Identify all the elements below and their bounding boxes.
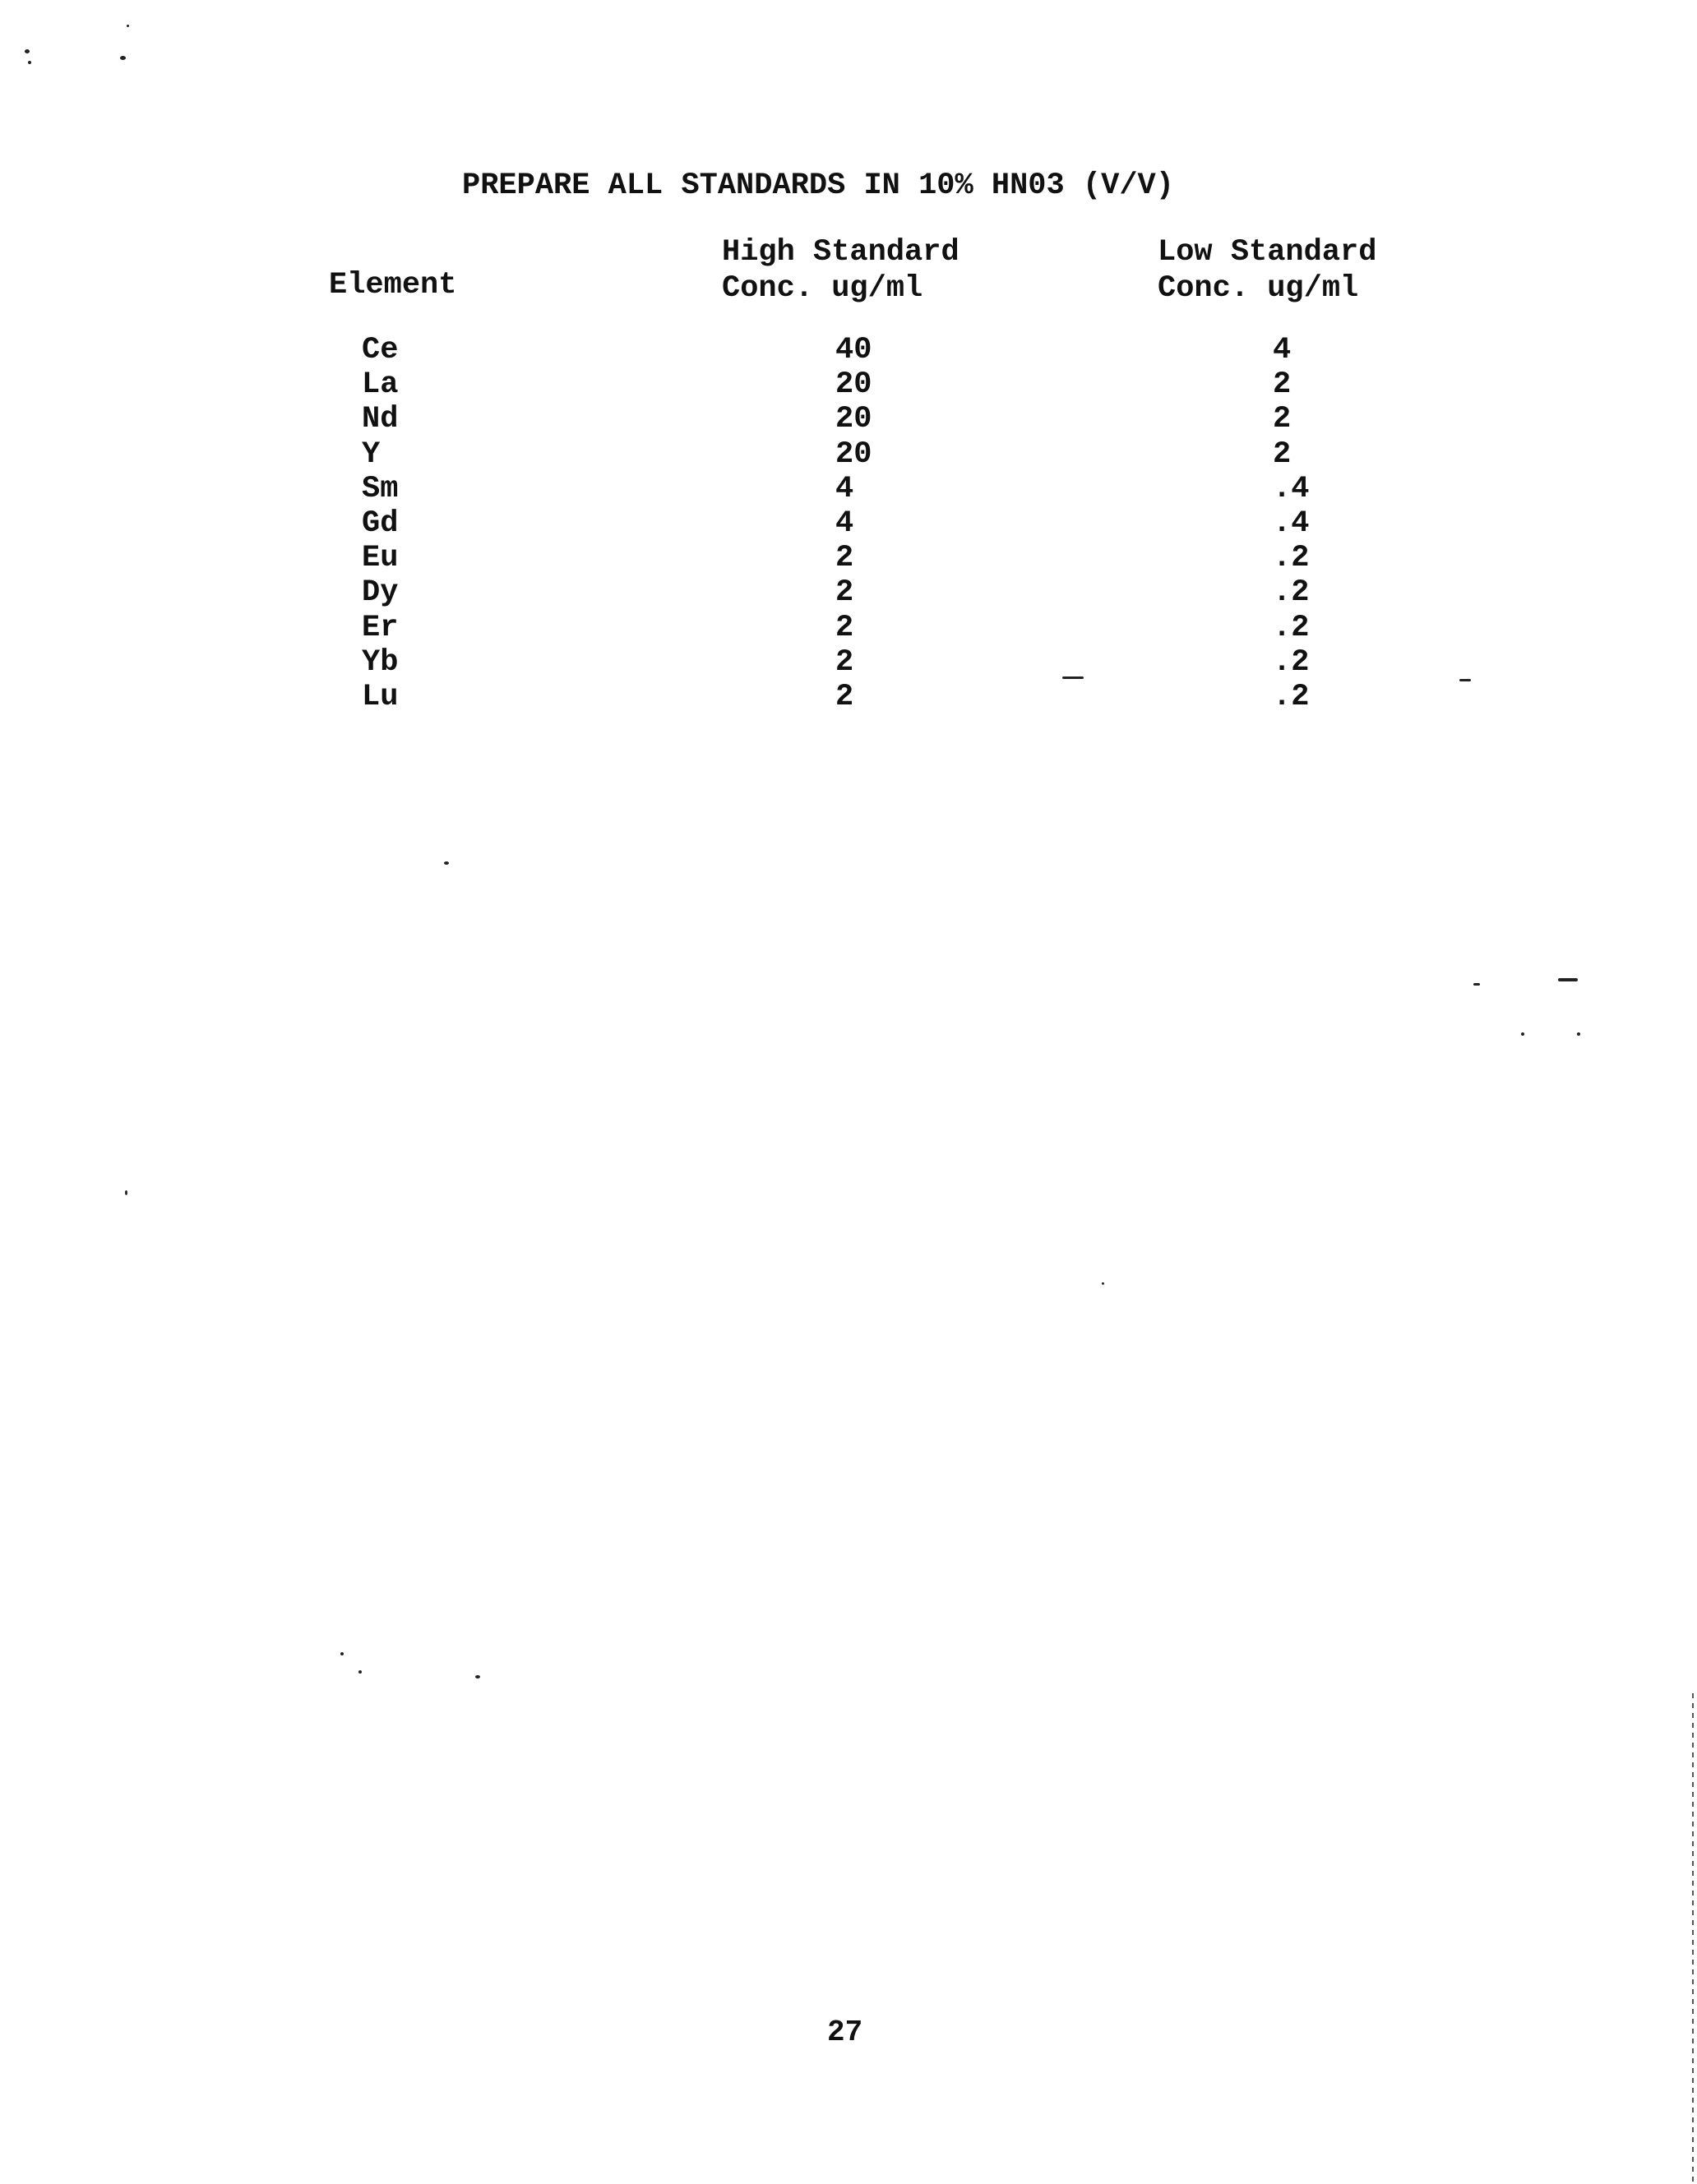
element-cell: Y [362,436,381,472]
table-row [0,367,1697,402]
high-conc-cell: 20 [835,367,872,403]
high-conc-cell: 2 [835,541,854,576]
low-conc-cell: .2 [1273,575,1310,611]
scan-speck [340,1652,344,1655]
element-cell: Er [362,610,399,645]
scan-speck [444,861,449,865]
low-conc-cell: .2 [1273,541,1310,576]
scan-speck [25,49,30,53]
element-cell: Ce [362,333,399,367]
table-row [0,611,1697,645]
scan-speck [1577,1032,1580,1036]
table-row [0,645,1697,680]
high-conc-cell: 2 [835,679,854,714]
element-cell: Yb [362,644,399,680]
high-conc-cell: 4 [835,506,854,541]
low-conc-cell: 2 [1273,402,1292,437]
low-conc-cell: .4 [1273,471,1310,506]
element-cell: Nd [362,402,399,437]
table-row [0,402,1697,436]
scan-speck [120,56,126,60]
high-conc-cell: 2 [835,610,854,645]
low-conc-cell: .2 [1273,644,1310,680]
high-conc-cell: 40 [835,333,872,367]
table-row [0,541,1697,575]
element-cell: Dy [362,575,399,611]
page-number: 27 [827,2015,863,2049]
high-conc-cell: 4 [835,471,854,506]
low-conc-cell: 4 [1273,333,1292,367]
high-conc-cell: 2 [835,575,854,611]
scan-speck [1558,978,1578,981]
scan-speck [127,25,129,27]
header-high-line2: Conc. ug/ml [722,271,923,306]
high-conc-cell: 20 [835,402,872,437]
low-conc-cell: .4 [1273,506,1310,541]
table-row [0,437,1697,472]
header-low-standard [1158,234,1376,307]
header-low-line2: Conc. ug/ml [1158,271,1359,306]
scan-edge [1692,1693,1694,2184]
scan-speck [1459,679,1471,681]
low-conc-cell: .2 [1273,679,1310,714]
standards-table [0,333,1697,714]
scan-speck [1102,1282,1104,1285]
element-cell: Eu [362,541,399,576]
header-low-line1: Low Standard [1158,235,1377,270]
scan-speck [1521,1032,1524,1036]
table-row [0,680,1697,714]
table-row [0,506,1697,541]
element-cell: Sm [362,471,399,506]
table-row [0,575,1697,610]
low-conc-cell: .2 [1273,610,1310,645]
scan-speck [475,1675,480,1678]
table-row [0,472,1697,506]
low-conc-cell: 2 [1273,367,1292,403]
header-high-line1: High Standard [722,235,959,270]
scan-speck [358,1670,362,1674]
element-cell: La [362,367,399,403]
scan-speck [1062,676,1084,679]
scan-speck [1473,983,1480,986]
scan-speck [125,1190,127,1195]
element-cell: Gd [362,506,399,541]
table-row [0,333,1697,367]
low-conc-cell: 2 [1273,436,1292,472]
element-cell: Lu [362,679,399,714]
scan-speck [28,61,31,64]
high-conc-cell: 2 [835,644,854,680]
high-conc-cell: 20 [835,436,872,472]
header-element: Element [329,268,457,302]
page-title: PREPARE ALL STANDARDS IN 10% HN03 (V/V) [462,169,1174,203]
header-high-standard [722,234,959,307]
